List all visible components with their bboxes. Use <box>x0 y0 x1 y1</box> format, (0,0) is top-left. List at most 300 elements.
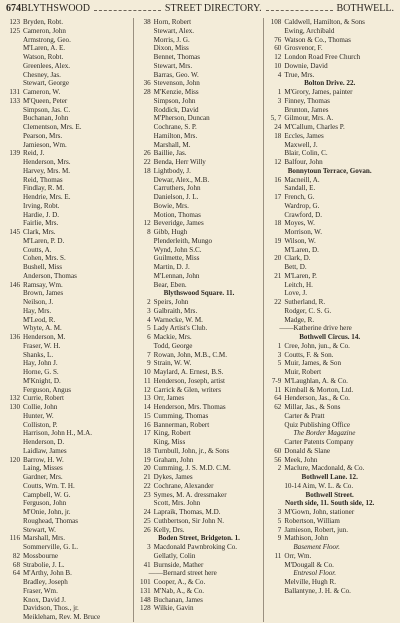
house-number: 11 <box>274 551 282 560</box>
house-number: 16 <box>143 420 151 429</box>
house-number: 19 <box>143 455 151 464</box>
resident-name: Carrick & Glen, writers <box>153 385 222 394</box>
resident-name: Carruthers, John <box>153 184 201 193</box>
directory-entry <box>137 377 262 386</box>
directory-entry <box>137 298 262 307</box>
resident-name: Barrow, H. W. <box>23 455 64 464</box>
directory-entry <box>6 193 131 202</box>
house-number: 41 <box>143 560 151 569</box>
house-number: 28 <box>143 88 151 96</box>
resident-name: Cochrane, Alexander <box>153 481 214 490</box>
directory-entry <box>137 27 262 36</box>
resident-name: French, G. <box>284 193 315 201</box>
resident-name: Cochrane, S. P. <box>153 123 197 131</box>
resident-name: Stewart, Alex. <box>153 26 195 35</box>
resident-name: Neilson, J. <box>23 298 54 306</box>
resident-name: Watson, Robt. <box>23 53 64 61</box>
header-title: STREET DIRECTORY. <box>164 3 262 14</box>
resident-name: Fairlie, Mrs. <box>23 219 59 228</box>
house-number: 26 <box>143 149 151 158</box>
directory-entry <box>267 246 392 255</box>
directory-entry <box>6 561 131 570</box>
resident-name: M'Knight, D. <box>23 376 61 385</box>
resident-name: Graham, John <box>153 455 194 464</box>
resident-name: Scott, Mrs. John <box>153 499 201 508</box>
directory-entry <box>267 219 392 228</box>
resident-name: Morrison, W. <box>284 228 322 236</box>
resident-name: Armstrong, Geo. <box>23 35 71 44</box>
resident-name: Wilson, W. <box>284 236 316 245</box>
directory-entry <box>137 254 262 263</box>
resident-name: Kelly, Drs. <box>153 525 185 534</box>
directory-entry <box>6 18 131 27</box>
directory-entry <box>267 106 392 115</box>
directory-entry <box>6 149 131 158</box>
directory-entry <box>6 281 131 290</box>
house-number: 20 <box>143 464 151 473</box>
directory-entry <box>6 246 131 255</box>
house-number: 4 <box>277 70 282 79</box>
house-number: 125 <box>9 26 20 35</box>
directory-entry <box>267 386 392 395</box>
resident-name: Motion, Thomas <box>153 210 201 219</box>
resident-name: M'Laren, A. E. <box>23 44 66 53</box>
directory-entry <box>6 473 131 482</box>
house-number: 24 <box>274 123 282 131</box>
directory-entry <box>6 552 131 561</box>
directory-entry <box>6 534 131 543</box>
resident-name: Cumming, Thomas <box>153 411 209 420</box>
house-number: 3 <box>147 306 151 315</box>
resident-name: Gibb, Hugh <box>153 228 188 236</box>
directory-entry <box>137 114 262 123</box>
resident-name: Cooper, A., & Co. <box>153 578 206 586</box>
directory-entry <box>6 79 131 88</box>
house-number: 3 <box>277 96 282 105</box>
directory-entry <box>6 351 131 360</box>
resident-name: Henderson, M. <box>23 333 66 341</box>
resident-name: Baillie, Jas. <box>153 149 187 158</box>
directory-entry <box>6 237 131 246</box>
house-number: 5 <box>277 516 282 525</box>
directory-entry <box>267 176 392 185</box>
house-number: 60 <box>274 446 282 455</box>
resident-name: Warnecke, W. M. <box>153 315 203 324</box>
resident-name: Orr, Wm. <box>284 551 312 560</box>
street-heading: North side, 11. South side, 12. <box>285 499 375 508</box>
directory-entry <box>6 158 131 167</box>
directory-entry <box>6 342 131 351</box>
resident-name: Rodger, C. S. G. <box>284 306 332 315</box>
resident-name: Marshall, Mrs. <box>23 534 65 543</box>
directory-entry <box>137 246 262 255</box>
directory-entry <box>137 149 262 158</box>
resident-name: Henderson, Joseph, artist <box>153 376 225 385</box>
resident-name: Ramsay, Wm. <box>23 280 63 289</box>
resident-name: Wardrop, G. <box>284 201 320 210</box>
resident-name: Colliston, P. <box>23 420 58 429</box>
resident-name: Cuthbertson, Sir John N. <box>153 516 225 525</box>
directory-entry <box>267 53 392 62</box>
house-number: 9 <box>147 359 151 368</box>
directory-entry <box>137 18 262 27</box>
header-rule <box>266 10 333 11</box>
resident-name: Symes, M. A. dressmaker <box>153 490 227 499</box>
directory-entry <box>137 44 262 53</box>
directory-entry <box>267 237 392 246</box>
house-number: 22 <box>143 481 151 490</box>
directory-entry <box>6 578 131 587</box>
house-number: 22 <box>274 298 282 306</box>
house-number: 2 <box>147 298 151 306</box>
resident-name: Henderson, Mrs. <box>23 158 71 166</box>
resident-name: Galbraith, Mrs. <box>153 306 198 315</box>
resident-name: Cameron, W. <box>23 88 61 96</box>
street-heading: Bonnytoun Terrace, Govan. <box>287 166 372 175</box>
house-number: 17 <box>143 429 151 438</box>
house-number: 19 <box>274 236 282 245</box>
directory-entry <box>137 429 262 438</box>
directory-entry <box>6 526 131 535</box>
directory-entry <box>267 517 392 526</box>
resident-name: Hunter, W. <box>23 411 54 420</box>
directory-entry <box>137 324 262 333</box>
directory-entry <box>6 508 131 517</box>
directory-entry <box>6 517 131 526</box>
directory-entry <box>137 464 262 473</box>
directory-entry <box>267 18 392 27</box>
directory-entry <box>267 158 392 167</box>
resident-name: Davidson, Thos., jr. <box>23 604 79 613</box>
resident-name: Laing, Misses <box>23 464 63 473</box>
resident-name: Jamieson, Wm. <box>23 140 67 149</box>
house-number: 3 <box>147 543 151 551</box>
directory-entry <box>6 211 131 220</box>
directory-entry <box>137 359 262 368</box>
house-number: 24 <box>143 508 151 516</box>
resident-name: M'Gown, John, stationer <box>284 508 355 516</box>
directory-entry <box>267 263 392 272</box>
resident-name: Strabolie, J. L. <box>23 560 65 569</box>
directory-entry <box>137 456 262 465</box>
resident-name: Wilkie, Gavin <box>153 604 194 613</box>
directory-entry <box>6 333 131 342</box>
resident-name: Coutts, Wm. T. H. <box>23 481 75 490</box>
directory-entry <box>137 71 262 80</box>
street-heading: Bothwell Circus. 14. <box>299 333 361 341</box>
resident-name: Macneill, A. <box>284 175 320 184</box>
directory-entry <box>267 202 392 211</box>
directory-entry <box>137 386 262 395</box>
floor-note: The Border Magazine <box>293 429 356 438</box>
resident-name: Clementson, Mrs. E. <box>23 123 82 131</box>
directory-entry <box>137 604 262 613</box>
resident-name: Stewart, W. <box>23 525 56 534</box>
house-number: 18 <box>274 219 282 228</box>
resident-name: Lapraik, Thomas, M.D. <box>153 508 221 516</box>
directory-entry <box>6 219 131 228</box>
directory-entry <box>137 473 262 482</box>
resident-name: Plenderleith, Mungo <box>153 236 212 245</box>
directory-entry <box>137 578 262 587</box>
house-number: 120 <box>9 455 20 464</box>
resident-name: Madge, R. <box>284 315 315 324</box>
directory-entry <box>6 377 131 386</box>
directory-entry <box>6 482 131 491</box>
resident-name: Fraser, Wm. <box>23 586 58 595</box>
resident-name: M'Nab, A., & Co. <box>153 586 205 595</box>
resident-name: Laidlaw, James <box>23 446 67 455</box>
directory-entry <box>6 202 131 211</box>
resident-name: Burnside, Mather <box>153 560 204 569</box>
directory-entry <box>137 482 262 491</box>
resident-name: Leitch, H. <box>284 280 313 289</box>
street-heading: Bolton Drive. 22. <box>304 79 356 88</box>
directory-entry <box>6 289 131 298</box>
resident-name: Roughead, Thomas <box>23 516 79 525</box>
resident-name: Simpson, John <box>153 96 196 105</box>
resident-name: Marshall, M. <box>153 140 191 149</box>
house-number: 7-9 <box>271 376 282 385</box>
resident-name: Hendrie, Mrs. E. <box>23 193 71 201</box>
resident-name: Stewart, George <box>23 79 69 88</box>
directory-entry <box>137 158 262 167</box>
house-number: 60 <box>274 44 282 53</box>
directory-entry <box>137 176 262 185</box>
directory-entry <box>137 36 262 45</box>
resident-name: Mossbourne <box>23 551 59 560</box>
directory-entry <box>6 499 131 508</box>
street-heading: Blythswood Square. 11. <box>163 289 235 298</box>
resident-name: Maclure, Macdonald, & Co. <box>284 464 365 473</box>
resident-name: Watson & Co., Thomas <box>284 35 351 44</box>
resident-name: Stewart, Mrs. <box>153 61 193 70</box>
house-number: 12 <box>274 158 282 166</box>
house-number: 132 <box>9 394 20 403</box>
resident-name: Hardie, J. D. <box>23 210 60 219</box>
house-number: 14 <box>143 403 151 411</box>
resident-name: Carter & Pratt <box>284 411 325 420</box>
house-number: 12 <box>274 53 282 61</box>
directory-entry <box>267 552 392 561</box>
house-number: 18 <box>143 166 151 175</box>
resident-name: Strain, W. W. <box>153 359 192 368</box>
resident-name: Bradley, Joseph <box>23 578 68 586</box>
resident-name: Brown, James <box>23 289 64 298</box>
directory-entry <box>6 316 131 325</box>
directory-entry <box>6 456 131 465</box>
resident-name: Balfour, John <box>284 158 323 166</box>
directory-entry <box>137 237 262 246</box>
directory-entry <box>267 394 392 403</box>
directory-column-1 <box>6 18 133 622</box>
resident-name: Currie, Robert <box>23 394 64 403</box>
resident-name: Bushell, Miss <box>23 263 63 271</box>
directory-entry <box>137 543 262 552</box>
directory-entry <box>137 79 262 88</box>
directory-column-2 <box>133 18 264 622</box>
floor-note: Entresol Floor. <box>293 569 337 578</box>
directory-entry <box>267 526 392 535</box>
resident-name: Fraser, W. H. <box>23 341 61 350</box>
directory-entry <box>137 491 262 500</box>
resident-name: Hay, Mrs. <box>23 306 52 315</box>
resident-name: London Road Free Church <box>284 53 361 61</box>
directory-entry <box>6 464 131 473</box>
house-number: 8 <box>147 228 151 236</box>
directory-entry <box>267 482 392 491</box>
directory-entry <box>6 359 131 368</box>
resident-name: Dykes, James <box>153 473 193 481</box>
resident-name: Chesney, Jas. <box>23 70 61 79</box>
house-number: 146 <box>9 280 20 289</box>
house-number: 26 <box>143 525 151 534</box>
resident-name: Sandall, E. <box>284 184 316 193</box>
resident-name: Harrison, John H., M.A. <box>23 429 92 438</box>
resident-name: Irving, Robt. <box>23 201 60 210</box>
directory-entry <box>137 394 262 403</box>
directory-entry <box>137 447 262 456</box>
resident-name: Cohen, Mrs. S. <box>23 254 66 263</box>
directory-entry <box>267 359 392 368</box>
directory-entry <box>6 324 131 333</box>
house-number: 101 <box>140 578 151 586</box>
directory-entry <box>6 394 131 403</box>
directory-entry <box>267 62 392 71</box>
resident-name: M'Queen, Peter <box>23 96 68 105</box>
house-number: 7 <box>277 525 282 534</box>
house-number: 56 <box>274 455 282 464</box>
directory-entry <box>137 53 262 62</box>
directory-entry <box>267 508 392 517</box>
resident-name: Grosvenor, F. <box>284 44 323 53</box>
resident-name: Clark, D. <box>284 254 311 263</box>
house-number: 64 <box>12 569 20 578</box>
directory-entry <box>6 613 131 622</box>
directory-entry <box>6 447 131 456</box>
resident-name: Reid, J. <box>23 149 45 158</box>
resident-name: Donald & Slane <box>284 446 331 455</box>
resident-name: Sutherland, R. <box>284 298 326 306</box>
resident-name: Shanks, L. <box>23 350 54 359</box>
resident-name: Quiz Publishing Office <box>284 420 351 429</box>
house-number: 136 <box>9 333 20 341</box>
resident-name: King, Miss <box>153 438 186 446</box>
directory-entry <box>6 596 131 605</box>
directory-entry <box>6 412 131 421</box>
resident-name: Pearson, Mrs. <box>23 131 63 140</box>
resident-name: Lady Artist's Club. <box>153 324 208 333</box>
resident-name: M'Leod, R. <box>23 315 56 324</box>
page-number: 674 <box>6 3 21 14</box>
resident-name: Crawford, D. <box>284 210 322 219</box>
directory-entry <box>267 272 392 281</box>
directory-entry <box>6 88 131 97</box>
directory-entry <box>6 386 131 395</box>
house-number: 62 <box>274 403 282 411</box>
header-right-section: BOTHWELL. <box>336 3 394 14</box>
directory-entry <box>267 421 392 430</box>
resident-name: Bannerman, Robert <box>153 420 210 429</box>
house-number: 68 <box>12 560 20 569</box>
house-number: 116 <box>9 534 20 543</box>
resident-name: M'Arthy, John B. <box>23 569 72 578</box>
resident-name: Muir, James, & Son <box>284 359 342 368</box>
directory-entry <box>137 263 262 272</box>
directory-entry <box>137 421 262 430</box>
resident-name: Knox, David J. <box>23 595 66 604</box>
directory-entry <box>267 123 392 132</box>
house-number: 11 <box>274 385 282 394</box>
directory-entry <box>267 561 392 570</box>
resident-name: Brunton, James <box>284 105 329 114</box>
directory-entry <box>6 62 131 71</box>
resident-name: Bowie, Mrs. <box>153 201 189 210</box>
house-number: 130 <box>9 403 20 411</box>
house-number: 16 <box>274 175 282 184</box>
directory-entry <box>137 342 262 351</box>
house-number: 3 <box>277 350 282 359</box>
house-number: 11 <box>143 376 151 385</box>
directory-entry <box>137 552 262 561</box>
resident-name: Ferguson, John <box>23 499 67 508</box>
house-number: 25 <box>143 516 151 525</box>
house-number: 128 <box>140 604 151 613</box>
directory-entry <box>6 106 131 115</box>
directory-entry <box>267 44 392 53</box>
directory-entry <box>267 193 392 202</box>
resident-name: Carter Patents Company <box>284 438 354 446</box>
directory-entry <box>267 307 392 316</box>
directory-entry <box>137 333 262 342</box>
house-number: 5, 7 <box>270 114 282 123</box>
resident-name: Greenlees, Alex. <box>23 61 71 70</box>
directory-entry <box>6 403 131 412</box>
header-rule <box>94 10 161 11</box>
house-number: 17 <box>274 193 282 201</box>
resident-name: M'Laren, D. <box>284 245 319 254</box>
directory-entry <box>267 464 392 473</box>
directory-entry <box>137 219 262 228</box>
directory-entry <box>6 543 131 552</box>
directory-entry <box>267 412 392 421</box>
directory-entry <box>137 368 262 377</box>
house-number: 5 <box>147 324 151 333</box>
resident-name: Danielson, J. L. <box>153 193 199 201</box>
resident-name: M'Laughlan, A. & Co. <box>284 376 348 385</box>
house-number: 22 <box>143 158 151 166</box>
resident-name: Sommerville, G. L. <box>23 543 78 551</box>
directory-entry <box>137 412 262 421</box>
resident-name: Clark, Mrs. <box>23 228 56 236</box>
directory-entry <box>6 307 131 316</box>
resident-name: Finney, Thomas <box>284 96 330 105</box>
house-number: 13 <box>143 394 151 403</box>
resident-name: Muir, Robert <box>284 368 322 376</box>
resident-name: King, Robert <box>153 429 191 438</box>
house-number: 131 <box>140 586 151 595</box>
directory-entry <box>137 228 262 237</box>
house-number: 12 <box>143 385 151 394</box>
resident-name: Henderson, D. <box>23 438 65 446</box>
directory-entry <box>267 298 392 307</box>
directory-entry <box>137 561 262 570</box>
resident-name: Hamilton, Mrs. <box>153 131 198 140</box>
directory-entry <box>6 263 131 272</box>
directory-entry <box>6 298 131 307</box>
resident-name: Orr, James <box>153 394 185 403</box>
directory-entry <box>267 403 392 412</box>
